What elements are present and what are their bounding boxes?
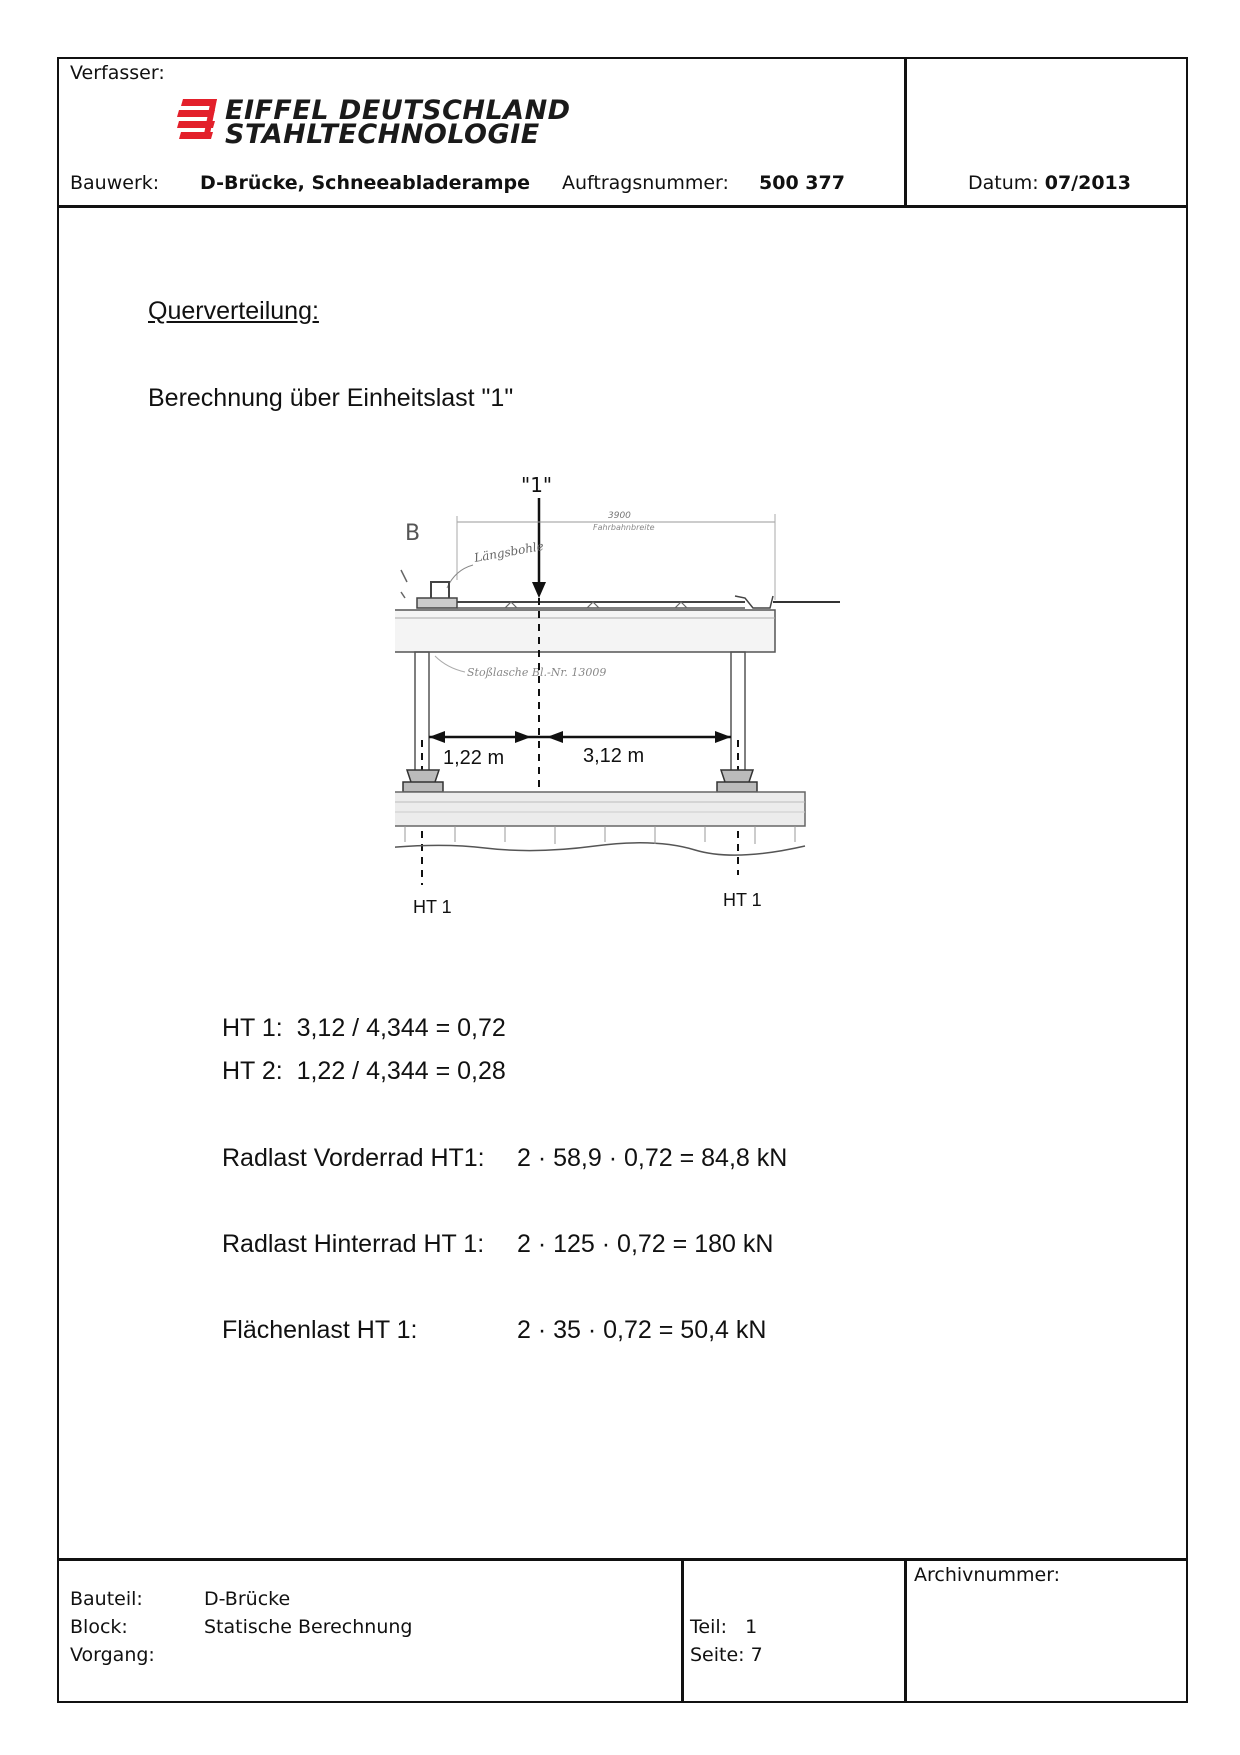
load-front-wheel-label: Radlast Vorderrad HT1: xyxy=(222,1144,485,1172)
structure-label: Bauwerk: xyxy=(70,172,160,194)
header-right-divider xyxy=(904,57,907,207)
longitudinal-plank-label: Längsbohle xyxy=(473,538,545,565)
ratio-ht2-label: HT 2: xyxy=(222,1057,283,1085)
date-label: Datum: xyxy=(968,172,1039,194)
cross-beam xyxy=(395,610,775,652)
company-logo xyxy=(175,95,571,150)
bearing-right xyxy=(717,770,757,792)
header-divider xyxy=(57,205,1188,208)
column-left xyxy=(415,652,429,782)
company-logo-icon xyxy=(175,97,219,145)
railing-detail xyxy=(401,570,407,598)
load-area-formula: 2 · 35 · 0,72 = 50,4 kN xyxy=(517,1316,767,1344)
footer-right-divider xyxy=(904,1558,907,1703)
cross-section-drawing xyxy=(395,470,915,950)
ground-line xyxy=(395,843,805,855)
dim-arrow-mid-r xyxy=(547,731,563,743)
footer-divider xyxy=(57,1558,1188,1561)
section-label: Teil: xyxy=(690,1616,728,1638)
unit-load-label: "1" xyxy=(521,473,553,497)
part-value: D-Brücke xyxy=(204,1588,291,1610)
structure-value: D-Brücke, Schneeabladerampe xyxy=(200,172,530,194)
part-label: Bauteil: xyxy=(70,1588,143,1610)
load-front-wheel-formula: 2 · 58,9 · 0,72 = 84,8 kN xyxy=(517,1144,788,1172)
footer-mid-divider xyxy=(681,1558,684,1703)
load-rear-wheel-label: Radlast Hinterrad HT 1: xyxy=(222,1230,485,1258)
ratio-ht2 xyxy=(222,1057,506,1086)
block-label: Block: xyxy=(70,1616,128,1638)
ground-ticks xyxy=(405,826,795,844)
block-value: Statische Berechnung xyxy=(204,1616,413,1638)
ratio-ht2-formula: 1,22 / 4,344 = 0,28 xyxy=(296,1057,506,1085)
dim-arrow-left xyxy=(429,731,445,743)
page-label: Seite: xyxy=(690,1644,745,1666)
support-label-right: HT 1 xyxy=(723,890,762,910)
ratio-ht1 xyxy=(222,1014,506,1043)
section-mark-b: B xyxy=(405,521,421,546)
dim-arrow-mid-l xyxy=(515,731,531,743)
dimension-left: 1,22 m xyxy=(443,747,505,769)
splice-plate-label: Stoßlasche Bl.-Nr. 13009 xyxy=(467,666,607,679)
page-block xyxy=(690,1644,763,1666)
foundation xyxy=(395,792,805,826)
bearing-left xyxy=(403,770,443,792)
dimension-right: 3,12 m xyxy=(583,745,645,767)
process-label: Vorgang: xyxy=(70,1644,155,1666)
archive-label: Archivnummer: xyxy=(914,1564,1061,1586)
section-heading: Querverteilung: xyxy=(148,297,319,325)
splice-leader xyxy=(435,656,465,672)
ratio-ht1-formula: 3,12 / 4,344 = 0,72 xyxy=(296,1014,506,1042)
date-value: 07/2013 xyxy=(1044,172,1131,194)
section-value: 1 xyxy=(745,1616,758,1638)
roadway-width-value: 3900 xyxy=(608,511,631,521)
column-right xyxy=(731,652,745,782)
date-block xyxy=(968,172,1131,194)
section-block xyxy=(690,1616,757,1638)
page-value: 7 xyxy=(750,1644,763,1666)
author-label: Verfasser: xyxy=(70,62,165,84)
section-subheading: Berechnung über Einheitslast "1" xyxy=(148,384,514,412)
railing-base xyxy=(417,598,457,608)
support-label-left: HT 1 xyxy=(413,897,452,917)
unit-load-arrow-head xyxy=(532,582,546,598)
logo-line-1: EIFFEL DEUTSCHLAND xyxy=(225,95,571,126)
leader-line xyxy=(447,565,473,588)
load-area-label: Flächenlast HT 1: xyxy=(222,1316,418,1344)
ratio-ht1-label: HT 1: xyxy=(222,1014,283,1042)
roadway-width-label: Fahrbahnbreite xyxy=(593,523,655,532)
order-value: 500 377 xyxy=(759,172,845,194)
dim-arrow-right xyxy=(715,731,731,743)
logo-line-2: STAHLTECHNOLOGIE xyxy=(225,119,540,150)
load-rear-wheel-formula: 2 · 125 · 0,72 = 180 kN xyxy=(517,1230,774,1258)
order-label: Auftragsnummer: xyxy=(562,172,729,194)
